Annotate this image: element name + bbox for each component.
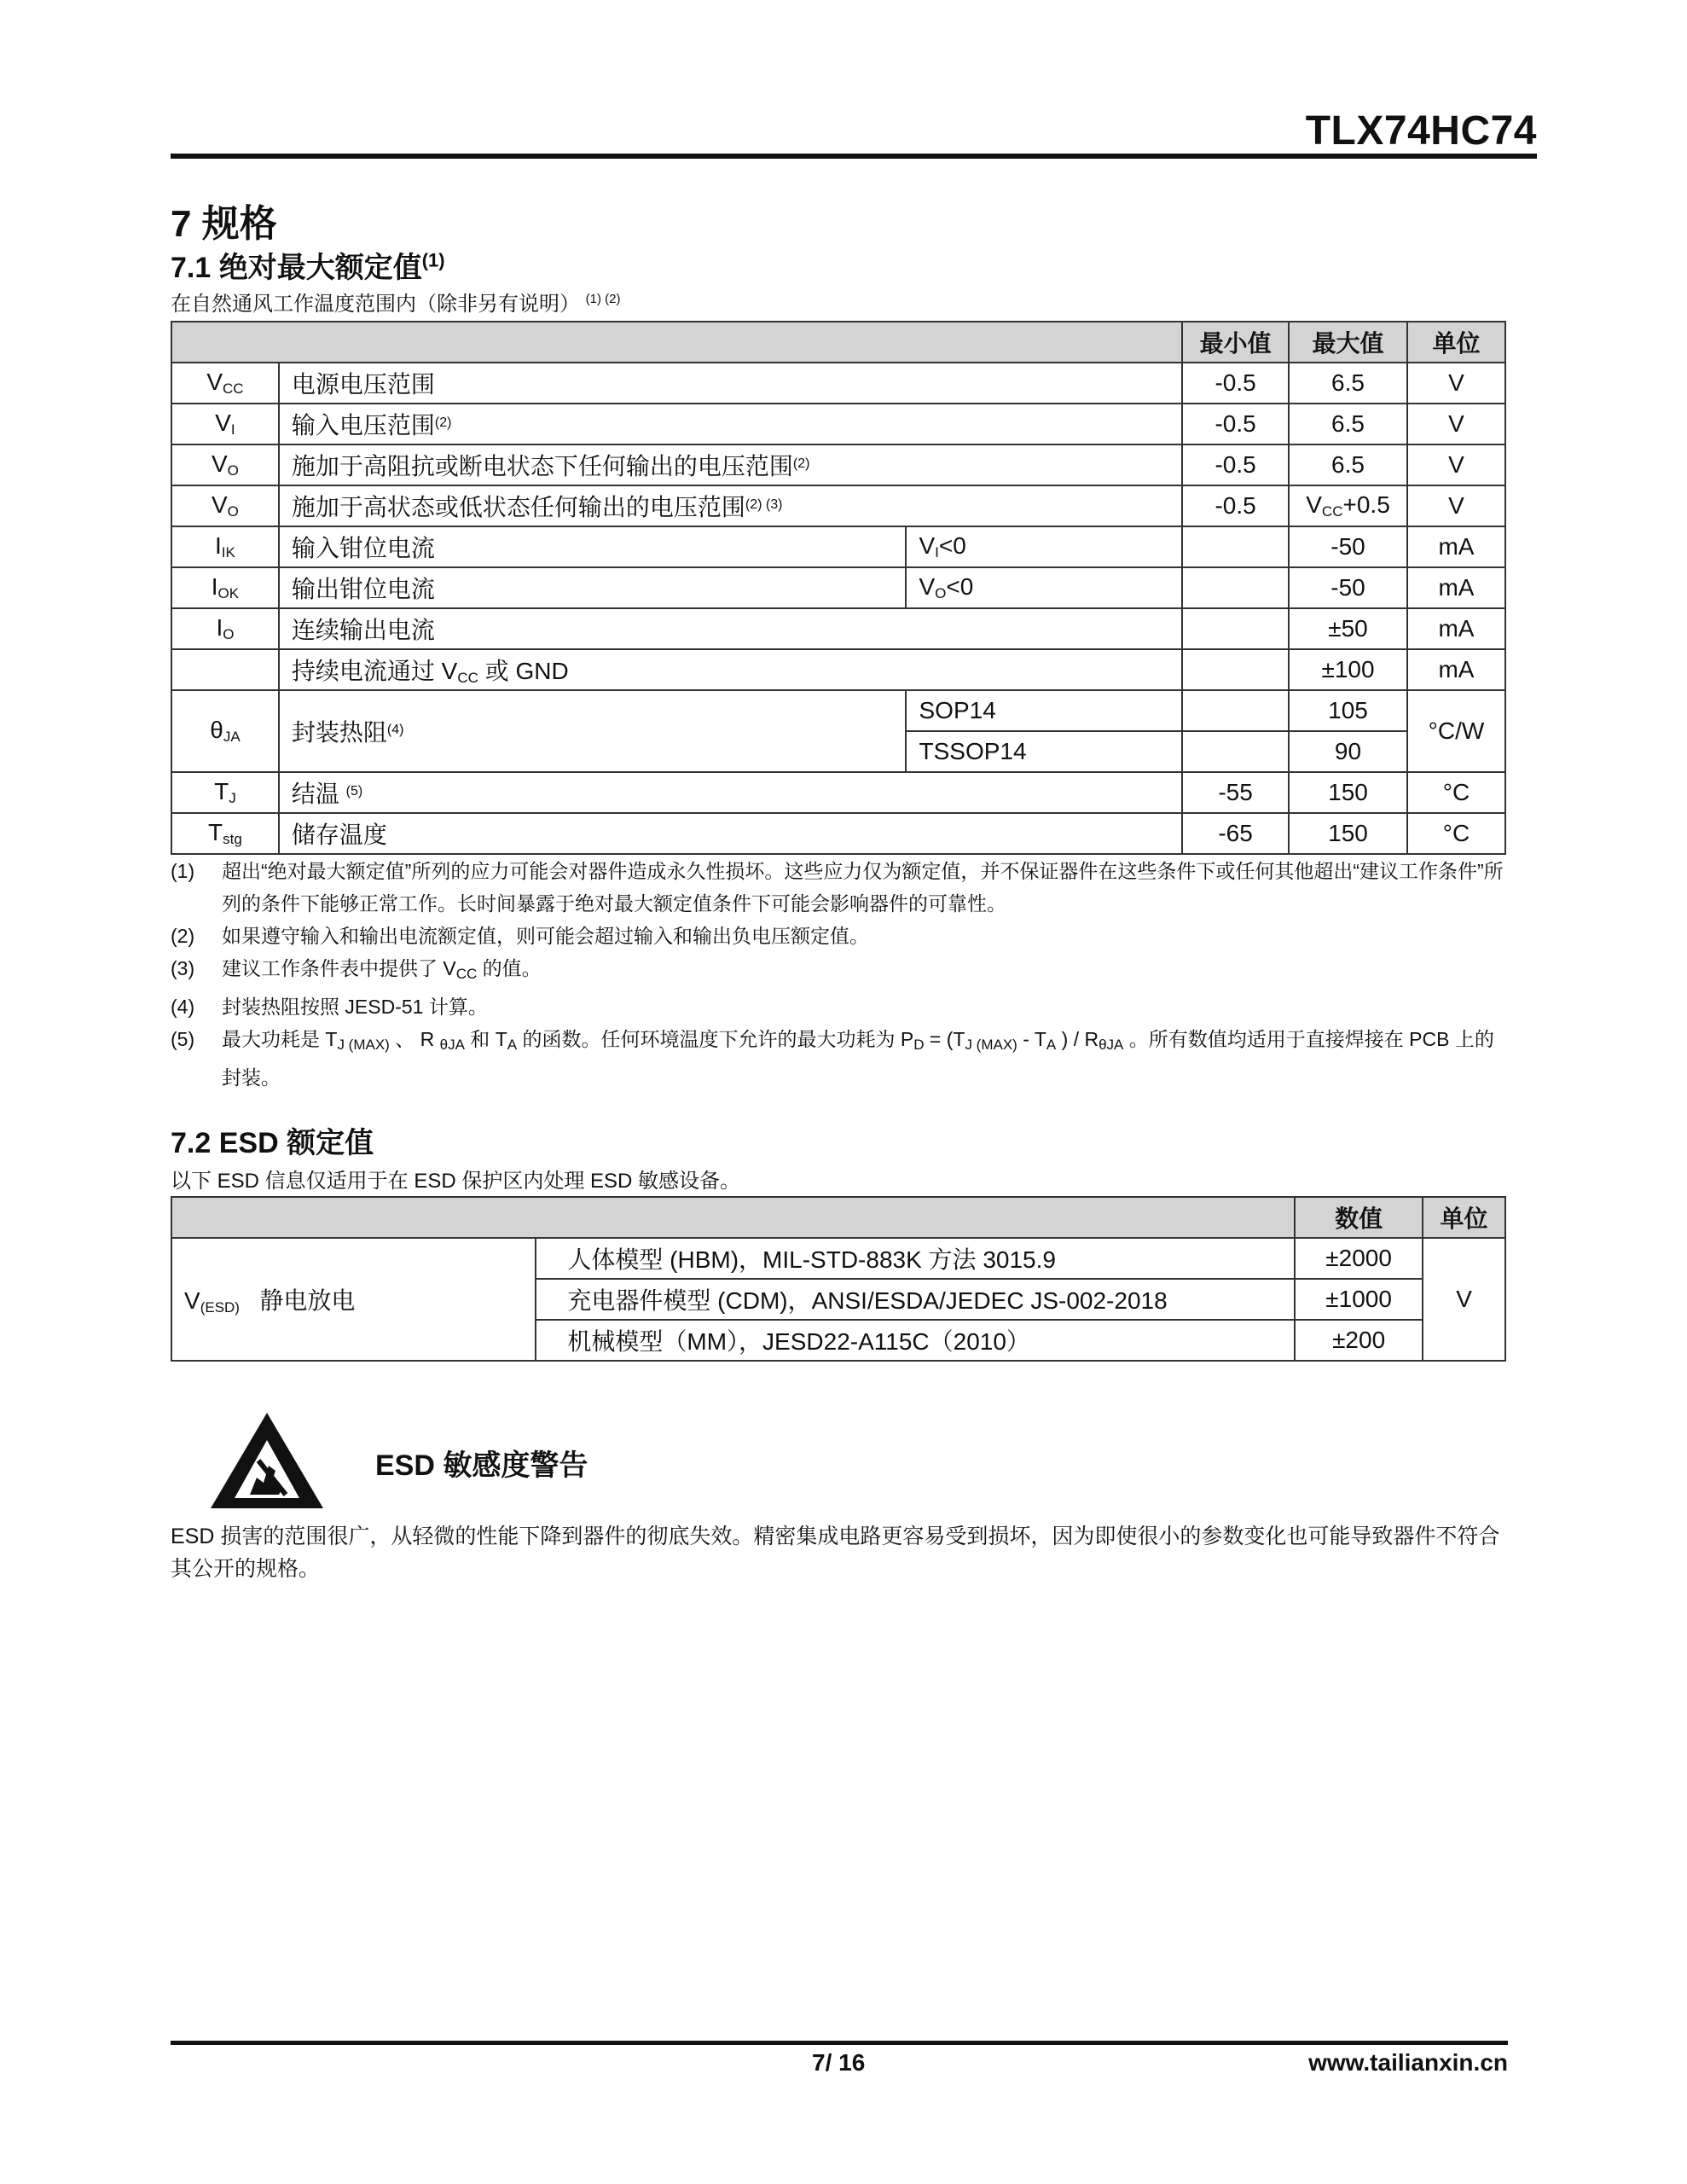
max-cell: 150 <box>1289 813 1407 854</box>
symbol-cell: $I_{IK}$ <box>171 526 279 567</box>
max-cell: ±100 <box>1289 649 1407 690</box>
max-cell: 6.5 <box>1289 404 1407 444</box>
min-cell: -55 <box>1182 772 1289 813</box>
param-cell: 连续输出电流 <box>279 608 1182 649</box>
param-cell: 施加于高状态或低状态任何输出的电压范围$^{(2) (3)}$ <box>279 485 1182 526</box>
min-cell <box>1182 608 1289 649</box>
param-cell: 储存温度 <box>279 813 1182 854</box>
symbol-cell: $T_{stg}$ <box>171 813 279 854</box>
header-max: 最大值 <box>1289 322 1407 363</box>
value-cell: ±2000 <box>1295 1238 1423 1279</box>
param-cell: 封装热阻$^{(4)}$ <box>279 690 907 772</box>
unit-cell: V <box>1407 404 1505 444</box>
abs-max-table <box>171 321 1506 855</box>
table-row <box>171 608 1505 649</box>
min-cell <box>1182 690 1289 731</box>
header-value: 数值 <box>1295 1197 1423 1238</box>
section-title: 7 规格 <box>171 203 277 245</box>
table-row <box>171 404 1505 444</box>
min-cell: -0.5 <box>1182 363 1289 404</box>
unit-cell: mA <box>1407 526 1505 567</box>
footnote: (4) 封装热阻按照 JESD-51 计算。 <box>171 996 488 1018</box>
header-rule <box>171 154 1537 159</box>
param-cell: 输出钳位电流 <box>279 567 907 608</box>
condition-cell: $V_I<0$ <box>906 526 1182 567</box>
esd-intro: 以下 ESD 信息仅适用于在 ESD 保护区内处理 ESD 敏感设备。 <box>171 1170 741 1193</box>
esd-table <box>171 1196 1506 1362</box>
condition-cell: $V_O<0$ <box>906 567 1182 608</box>
esd-warning-icon <box>207 1409 327 1512</box>
min-cell <box>1182 731 1289 772</box>
model-cell: 充电器件模型 (CDM)，ANSI/ESDA/JEDEC JS-002-2018 <box>536 1279 1295 1320</box>
param-cell: 电源电压范围 <box>279 363 1182 404</box>
param-cell: 输入电压范围$^{(2)}$ <box>279 404 1182 444</box>
param-cell: 持续电流通过 $V_{CC}$ 或 GND <box>279 649 1182 690</box>
min-cell: -65 <box>1182 813 1289 854</box>
min-cell <box>1182 526 1289 567</box>
footnote: (5) 最大功耗是 $T_{J (MAX)}$ 、 R $_{\theta JA}$ 和 $T_A$ 的函数。任何环境温度下允许的最大功耗为 $P_D = (T_{J (MAX)} - T_A$ ) / $R_{\theta JA}$ 。所有数值均适用于直接焊接在 PCB 上的封装。 <box>171 1028 1494 1089</box>
min-cell: -0.5 <box>1182 444 1289 485</box>
footnote: (2) 如果遵守输入和输出电流额定值，则可能会超过输入和输出负电压额定值。 <box>171 925 869 947</box>
symbol-cell: $T_J$ <box>171 772 279 813</box>
package-cell: TSSOP14 <box>906 731 1182 772</box>
unit-cell: mA <box>1407 649 1505 690</box>
header-min: 最小值 <box>1182 322 1289 363</box>
website-link[interactable]: www.tailianxin.cn <box>1308 2049 1508 2076</box>
table-row <box>171 690 1505 731</box>
symbol-cell: $V_O$ <box>171 444 279 485</box>
header-unit: 单位 <box>1407 322 1505 363</box>
max-cell: 150 <box>1289 772 1407 813</box>
model-cell: 机械模型（MM），JESD22-A115C（2010） <box>536 1320 1295 1361</box>
footnote: (3) 建议工作条件表中提供了 $V_{CC}$ 的值。 <box>171 957 542 982</box>
symbol-cell: $V_O$ <box>171 485 279 526</box>
package-cell: SOP14 <box>906 690 1182 731</box>
min-cell: -0.5 <box>1182 404 1289 444</box>
table-row <box>171 772 1505 813</box>
table-header-row <box>171 322 1505 363</box>
max-cell: -50 <box>1289 567 1407 608</box>
param-cell: 结温 $^{(5)}$ <box>279 772 1182 813</box>
symbol-cell: $I_O$ <box>171 608 279 649</box>
max-cell: 90 <box>1289 731 1407 772</box>
param-cell: 输入钳位电流 <box>279 526 907 567</box>
max-cell: 6.5 <box>1289 444 1407 485</box>
symbol-cell <box>171 649 279 690</box>
header-unit: 单位 <box>1423 1197 1505 1238</box>
max-cell: ±50 <box>1289 608 1407 649</box>
table-header-row <box>171 1197 1505 1238</box>
part-number: TLX74HC74 <box>1305 108 1537 154</box>
header-blank <box>171 322 1182 363</box>
max-cell: -50 <box>1289 526 1407 567</box>
symbol-cell: $I_{OK}$ <box>171 567 279 608</box>
min-cell <box>1182 649 1289 690</box>
unit-cell: V <box>1407 485 1505 526</box>
table-row <box>171 649 1505 690</box>
symbol-cell: $V_{CC}$ <box>171 363 279 404</box>
unit-cell: °C <box>1407 813 1505 854</box>
table-row <box>171 526 1505 567</box>
param-cell: 施加于高阻抗或断电状态下任何输出的电压范围$^{(2)}$ <box>279 444 1182 485</box>
max-cell: 6.5 <box>1289 363 1407 404</box>
table-row <box>171 444 1505 485</box>
abs-max-title: 7.1 绝对最大额定值$^{(1)}$ <box>171 249 445 284</box>
unit-cell: V <box>1423 1238 1505 1361</box>
table-row <box>171 813 1505 854</box>
header-blank <box>171 1197 1295 1238</box>
footer-rule <box>171 2041 1508 2045</box>
model-cell: 人体模型 (HBM)，MIL-STD-883K 方法 3015.9 <box>536 1238 1295 1279</box>
min-cell: -0.5 <box>1182 485 1289 526</box>
abs-max-intro: 在自然通风工作温度范围内（除非另有说明） $^{(1) (2)}$ <box>171 292 621 316</box>
unit-cell: mA <box>1407 567 1505 608</box>
value-cell: ±200 <box>1295 1320 1423 1361</box>
table-row <box>171 567 1505 608</box>
max-cell: 105 <box>1289 690 1407 731</box>
page-number: 7/ 16 <box>812 2049 866 2076</box>
table-row <box>171 485 1505 526</box>
unit-cell: °C/W <box>1407 690 1505 772</box>
value-cell: ±1000 <box>1295 1279 1423 1320</box>
footnote: (1) 超出“绝对最大额定值”所列的应力可能会对器件造成永久性损坏。这些应力仅为额定值，并不保证器件在这些条件下或任何其他超出“建议工作条件”所列的条件下能够正常工作。长时间暴露于绝对最大额定值条件下可能会影响器件的可靠性。 <box>171 860 1504 915</box>
esd-warning-title: ESD 敏感度警告 <box>375 1449 588 1482</box>
max-cell: $V_{CC}+0.5$ <box>1289 485 1407 526</box>
abs-max-notes <box>171 855 1506 1094</box>
symbol-cell: $V_I$ <box>171 404 279 444</box>
table-row <box>171 1238 1505 1279</box>
unit-cell: °C <box>1407 772 1505 813</box>
unit-cell: V <box>1407 444 1505 485</box>
unit-cell: V <box>1407 363 1505 404</box>
esd-title: 7.2 ESD 额定值 <box>171 1127 374 1159</box>
esd-warning-text: ESD 损害的范围很广，从轻微的性能下降到器件的彻底失效。精密集成电路更容易受到损坏，因为即使很小的参数变化也可能导致器件不符合其公开的规格。 <box>171 1525 1500 1581</box>
symbol-cell: $\theta_{JA}$ <box>171 690 279 772</box>
esd-symbol-cell: $V_{(ESD)}$ 静电放电 <box>171 1238 536 1361</box>
unit-cell: mA <box>1407 608 1505 649</box>
min-cell <box>1182 567 1289 608</box>
table-row <box>171 363 1505 404</box>
